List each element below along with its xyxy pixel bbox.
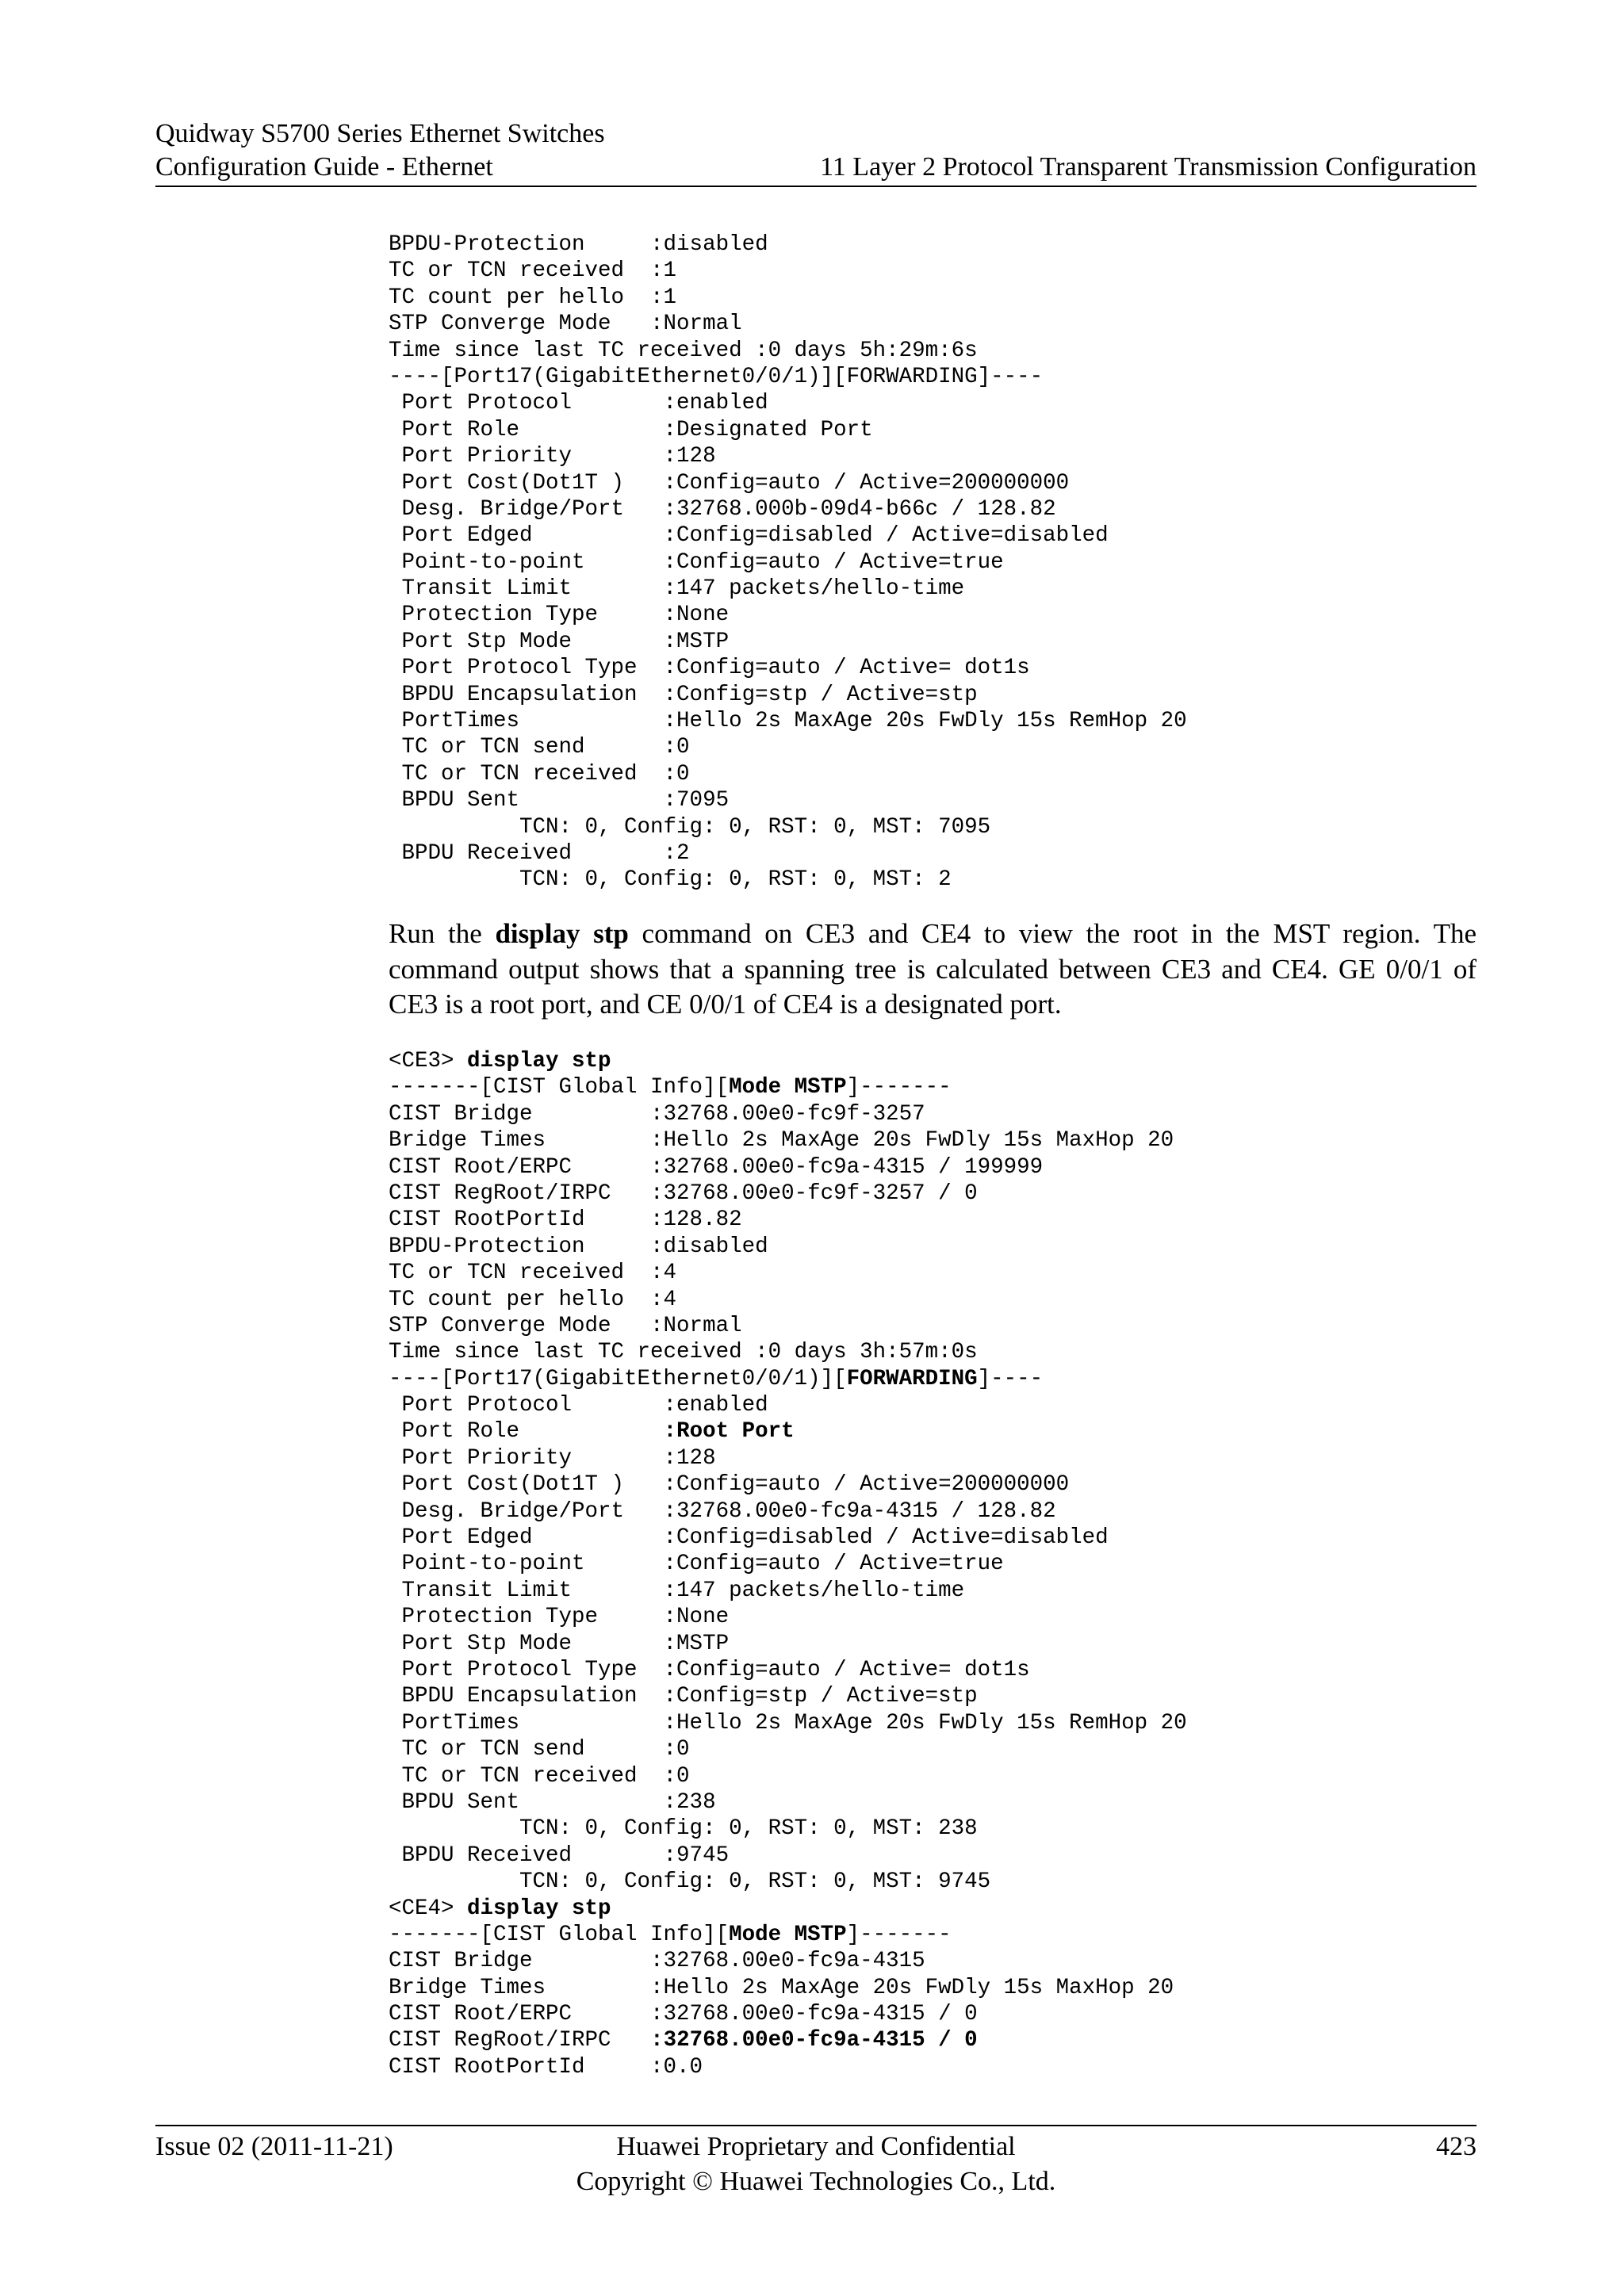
header-divider xyxy=(155,186,1477,187)
code-segment: TCN: 0, Config: 0, RST: 0, MST: 2 xyxy=(389,867,952,893)
code-line xyxy=(389,1339,1187,1365)
code-segment: Port Role :Designated Port xyxy=(389,417,873,442)
code-line xyxy=(389,1234,1187,1260)
code-line xyxy=(389,602,1187,628)
code-segment: Port Priority :128 xyxy=(389,1445,716,1471)
code-line xyxy=(389,1074,1187,1100)
code-line xyxy=(389,1710,1187,1736)
code-line xyxy=(389,1498,1187,1525)
code-line xyxy=(389,761,1187,787)
code-line xyxy=(389,682,1187,708)
footer-issue: Issue 02 (2011-11-21) xyxy=(155,2132,393,2161)
code-line xyxy=(389,1101,1187,1127)
code-line xyxy=(389,417,1187,443)
code-bold-segment: :32768.00e0-fc9a-4315 / 0 xyxy=(650,2028,978,2053)
code-segment: TC or TCN send :0 xyxy=(389,735,690,760)
command-name: display stp xyxy=(495,918,629,949)
code-line xyxy=(389,2054,1187,2080)
code-line xyxy=(389,1948,1187,1974)
code-segment: Time since last TC received :0 days 3h:57m:0s xyxy=(389,1340,978,1365)
code-line xyxy=(389,1657,1187,1683)
code-line xyxy=(389,1763,1187,1789)
code-segment: TCN: 0, Config: 0, RST: 0, MST: 238 xyxy=(389,1816,978,1842)
code-line xyxy=(389,311,1187,337)
code-segment: ----[Port17(GigabitEthernet0/0/1)][ xyxy=(389,1366,847,1391)
code-segment: BPDU Encapsulation :Config=stp / Active=stp xyxy=(389,682,978,707)
code-segment: Port Edged :Config=disabled / Active=disabled xyxy=(389,523,1109,549)
code-segment: STP Converge Mode :Normal xyxy=(389,312,742,337)
code-line xyxy=(389,734,1187,760)
code-line xyxy=(389,1287,1187,1313)
code-line xyxy=(389,1445,1187,1471)
header-guide-title: Configuration Guide - Ethernet xyxy=(155,152,493,182)
code-segment: Port Stp Mode :MSTP xyxy=(389,1631,730,1656)
code-line xyxy=(389,1843,1187,1869)
code-line xyxy=(389,2027,1187,2053)
cli-output-block-2 xyxy=(389,1048,1187,2080)
code-segment: ----[Port17(GigabitEthernet0/0/1)][FORWARDING]---- xyxy=(389,364,1044,389)
code-segment: PortTimes :Hello 2s MaxAge 20s FwDly 15s RemHop 20 xyxy=(389,1710,1187,1735)
code-segment: CIST RootPortId :0.0 xyxy=(389,2054,703,2080)
code-segment: BPDU Received :2 xyxy=(389,840,690,866)
code-bold-segment: display stp xyxy=(467,1049,611,1073)
code-line xyxy=(389,496,1187,522)
code-segment: ]------- xyxy=(846,1075,952,1100)
code-segment: PortTimes :Hello 2s MaxAge 20s FwDly 15s RemHop 20 xyxy=(389,709,1187,734)
footer-divider xyxy=(155,2125,1477,2126)
cli-output-block-1 xyxy=(389,232,1187,894)
footer-page-number: 423 xyxy=(1436,2132,1477,2161)
code-segment: BPDU-Protection :disabled xyxy=(389,232,768,257)
code-segment: TC count per hello :4 xyxy=(389,1287,677,1312)
code-line xyxy=(389,1260,1187,1286)
code-segment: TC count per hello :1 xyxy=(389,285,677,310)
code-bold-segment: display stp xyxy=(467,1896,611,1921)
code-line xyxy=(389,867,1187,893)
code-segment: BPDU Encapsulation :Config=stp / Active=stp xyxy=(389,1684,978,1709)
code-segment: Time since last TC received :0 days 5h:29m:6s xyxy=(389,338,978,363)
code-line xyxy=(389,285,1187,311)
code-segment: Transit Limit :147 packets/hello-time xyxy=(389,576,965,602)
code-line xyxy=(389,1869,1187,1895)
code-segment: Port Protocol :enabled xyxy=(389,391,768,416)
code-line xyxy=(389,232,1187,258)
code-segment: Port Role xyxy=(389,1419,664,1445)
code-segment: CIST RegRoot/IRPC xyxy=(389,2028,651,2053)
footer-copyright: Copyright © Huawei Technologies Co., Ltd. xyxy=(576,2167,1056,2196)
code-segment: TCN: 0, Config: 0, RST: 0, MST: 7095 xyxy=(389,814,991,840)
code-segment: TC or TCN received :0 xyxy=(389,761,690,786)
code-line xyxy=(389,1975,1187,2001)
code-line xyxy=(389,1207,1187,1233)
code-segment: BPDU Sent :7095 xyxy=(389,788,730,813)
code-line xyxy=(389,1366,1187,1392)
code-segment: TC or TCN received :1 xyxy=(389,258,677,284)
code-segment: Protection Type :None xyxy=(389,1605,730,1630)
code-segment: CIST Root/ERPC :32768.00e0-fc9a-4315 / 199999 xyxy=(389,1154,1044,1180)
code-segment: Port Protocol Type :Config=auto / Active= dot1s xyxy=(389,1657,1030,1682)
code-segment: -------[CIST Global Info][ xyxy=(389,1922,730,1947)
code-line xyxy=(389,1127,1187,1154)
header-chapter-title: 11 Layer 2 Protocol Transparent Transmission Configuration xyxy=(820,152,1477,182)
code-line xyxy=(389,549,1187,576)
paragraph-text-before: Run the xyxy=(389,918,496,949)
code-segment: BPDU Received :9745 xyxy=(389,1843,730,1868)
code-segment: Port Cost(Dot1T ) :Config=auto / Active=200000000 xyxy=(389,1472,1070,1498)
code-line xyxy=(389,840,1187,867)
code-segment: Port Priority :128 xyxy=(389,444,716,469)
code-segment: TC or TCN received :0 xyxy=(389,1763,690,1789)
code-segment: <CE4> xyxy=(389,1896,468,1921)
body-paragraph xyxy=(389,916,1477,1023)
code-line xyxy=(389,1048,1187,1074)
code-segment: TC or TCN send :0 xyxy=(389,1737,690,1762)
code-line xyxy=(389,470,1187,496)
code-segment: Port Edged :Config=disabled / Active=disabled xyxy=(389,1525,1109,1551)
code-line xyxy=(389,576,1187,602)
code-segment: <CE3> xyxy=(389,1049,468,1073)
code-bold-segment: Mode MSTP xyxy=(729,1075,847,1100)
code-segment: CIST Root/ERPC :32768.00e0-fc9a-4315 / 0 xyxy=(389,2002,978,2027)
header-product-title: Quidway S5700 Series Ethernet Switches xyxy=(155,119,605,148)
page-footer xyxy=(155,2130,1477,2199)
code-segment: TCN: 0, Config: 0, RST: 0, MST: 9745 xyxy=(389,1869,991,1895)
code-line xyxy=(389,443,1187,469)
code-segment: BPDU-Protection :disabled xyxy=(389,1234,768,1259)
code-segment: Protection Type :None xyxy=(389,603,730,628)
code-line xyxy=(389,364,1187,390)
code-line xyxy=(389,1181,1187,1207)
page-header xyxy=(155,117,1477,184)
code-segment: Point-to-point :Config=auto / Active=true xyxy=(389,549,1004,575)
code-segment: CIST Bridge :32768.00e0-fc9a-4315 xyxy=(389,1949,925,1974)
code-bold-segment: FORWARDING xyxy=(846,1366,978,1391)
code-line xyxy=(389,1631,1187,1657)
code-line xyxy=(389,629,1187,655)
code-segment: Port Protocol Type :Config=auto / Active= dot1s xyxy=(389,656,1030,681)
code-line xyxy=(389,338,1187,364)
code-segment: CIST Bridge :32768.00e0-fc9f-3257 xyxy=(389,1101,925,1127)
code-segment: BPDU Sent :238 xyxy=(389,1789,716,1815)
code-line xyxy=(389,1392,1187,1418)
code-segment: CIST RootPortId :128.82 xyxy=(389,1207,742,1233)
code-line xyxy=(389,1683,1187,1709)
code-line xyxy=(389,1896,1187,1922)
code-segment: Port Stp Mode :MSTP xyxy=(389,629,730,654)
code-line xyxy=(389,1922,1187,1948)
code-line xyxy=(389,814,1187,840)
code-line xyxy=(389,1604,1187,1630)
code-segment: Desg. Bridge/Port :32768.000b-09d4-b66c / 128.82 xyxy=(389,496,1056,522)
code-bold-segment: :Root Port xyxy=(663,1419,795,1445)
code-line xyxy=(389,258,1187,284)
code-line xyxy=(389,1789,1187,1816)
code-segment: STP Converge Mode :Normal xyxy=(389,1313,742,1338)
code-segment: Desg. Bridge/Port :32768.00e0-fc9a-4315 / 128.82 xyxy=(389,1498,1056,1524)
footer-confidential: Huawei Proprietary and Confidential xyxy=(616,2132,1016,2161)
code-line xyxy=(389,1551,1187,1577)
code-segment: ]------- xyxy=(846,1922,952,1947)
code-line xyxy=(389,1418,1187,1445)
code-bold-segment: Mode MSTP xyxy=(729,1922,847,1947)
code-line xyxy=(389,1578,1187,1604)
code-line xyxy=(389,1816,1187,1842)
code-line xyxy=(389,1736,1187,1762)
code-line xyxy=(389,1471,1187,1498)
code-segment: ]---- xyxy=(977,1366,1044,1391)
code-segment: TC or TCN received :4 xyxy=(389,1261,677,1286)
code-line xyxy=(389,655,1187,681)
code-line xyxy=(389,390,1187,416)
code-line xyxy=(389,708,1187,734)
code-segment: Point-to-point :Config=auto / Active=true xyxy=(389,1552,1004,1577)
code-segment: Bridge Times :Hello 2s MaxAge 20s FwDly 15s MaxHop 20 xyxy=(389,1128,1174,1154)
code-line xyxy=(389,1525,1187,1551)
code-line xyxy=(389,787,1187,813)
code-line xyxy=(389,1154,1187,1181)
code-segment: -------[CIST Global Info][ xyxy=(389,1075,730,1100)
code-segment: Bridge Times :Hello 2s MaxAge 20s FwDly 15s MaxHop 20 xyxy=(389,1975,1174,2000)
code-line xyxy=(389,522,1187,549)
paragraph-text-after: command on CE3 and CE4 to view the root in the MST region. The command output shows that a spanning tree is calculated between CE3 and CE4. GE 0/0/1 of CE3 is a root port, and CE 0/0/1 of CE4 is a designated port. xyxy=(389,918,1477,1020)
code-line xyxy=(389,2001,1187,2027)
code-line xyxy=(389,1313,1187,1339)
code-segment: Port Protocol :enabled xyxy=(389,1393,768,1418)
code-segment: Transit Limit :147 packets/hello-time xyxy=(389,1578,965,1603)
code-segment: CIST RegRoot/IRPC :32768.00e0-fc9f-3257 / 0 xyxy=(389,1181,978,1206)
code-segment: Port Cost(Dot1T ) :Config=auto / Active=200000000 xyxy=(389,470,1070,496)
